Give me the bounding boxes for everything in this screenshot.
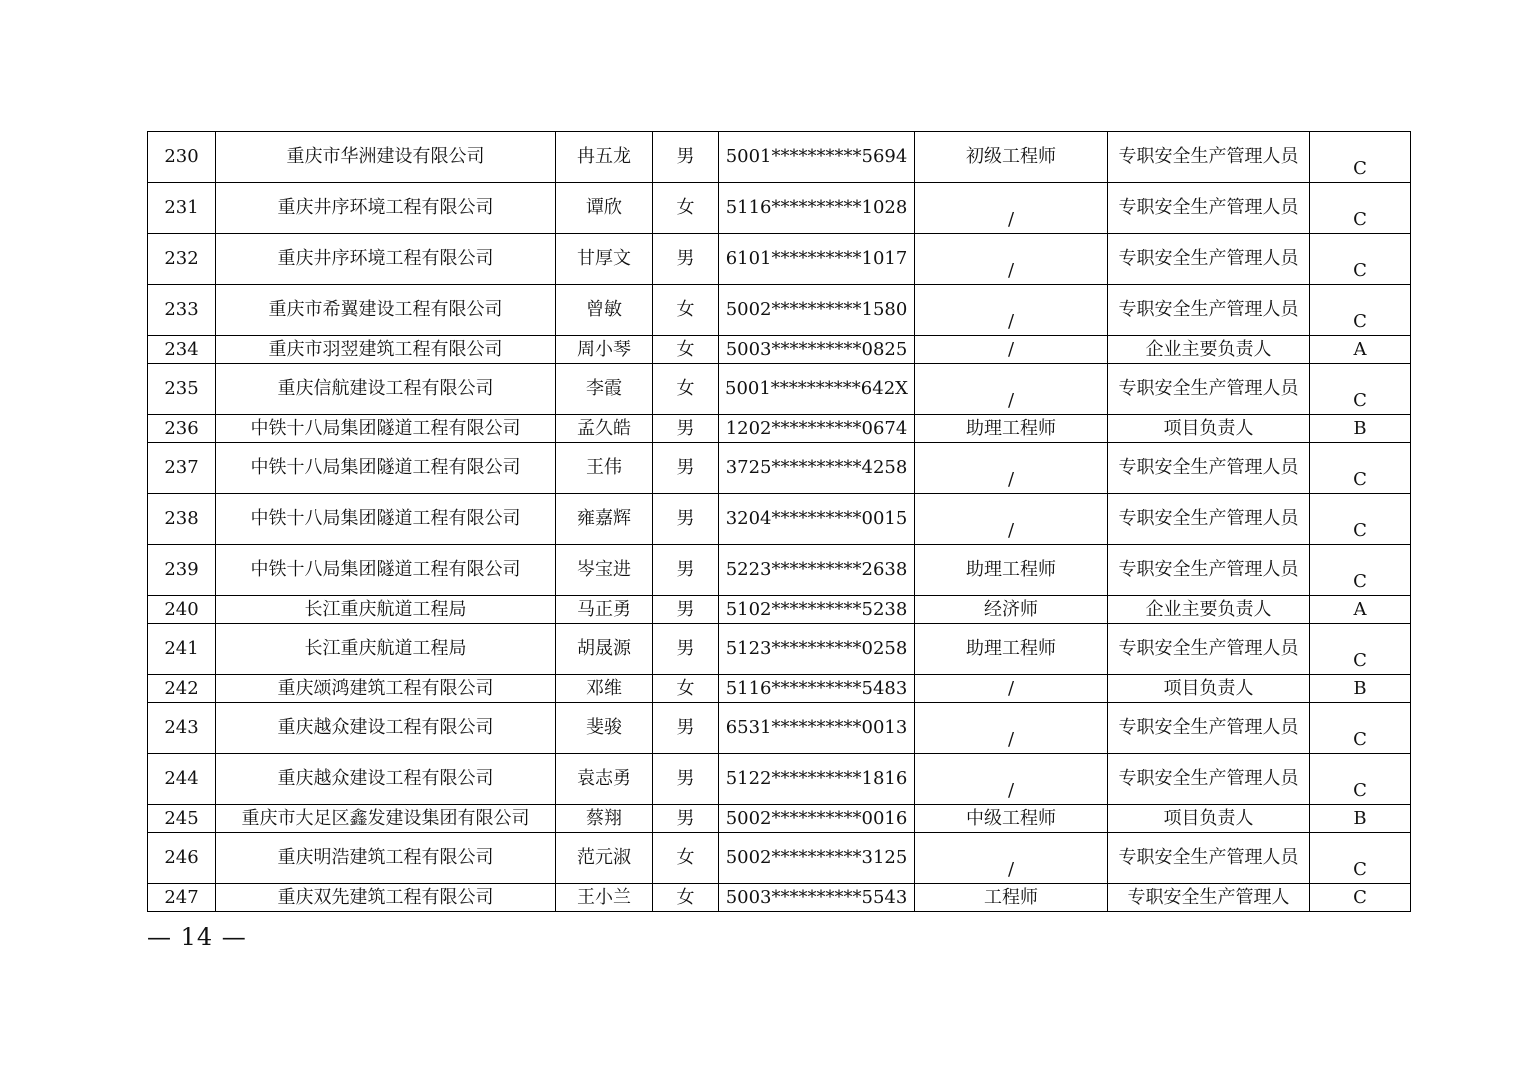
table-row (148, 703, 1411, 754)
table-row (148, 494, 1411, 545)
grade-cell: C (1310, 624, 1411, 675)
id-number-cell: 5223**********2638 (719, 545, 915, 596)
role-cell: 专职安全生产管理人员 (1108, 234, 1310, 285)
role-cell: 项目负责人 (1108, 805, 1310, 833)
gender-cell: 女 (653, 183, 719, 234)
company-cell: 重庆井序环境工程有限公司 (216, 234, 556, 285)
row-number-cell: 240 (148, 596, 216, 624)
id-number-cell: 5123**********0258 (719, 624, 915, 675)
role-cell: 专职安全生产管理人员 (1108, 833, 1310, 884)
gender-cell: 男 (653, 132, 719, 183)
gender-cell: 女 (653, 833, 719, 884)
grade-cell: C (1310, 285, 1411, 336)
grade-cell: C (1310, 754, 1411, 805)
role-cell: 专职安全生产管理人员 (1108, 624, 1310, 675)
person-name-cell: 李霞 (556, 364, 653, 415)
table-row (148, 833, 1411, 884)
person-name-cell: 岑宝进 (556, 545, 653, 596)
id-number-cell: 1202**********0674 (719, 415, 915, 443)
company-cell: 重庆市华洲建设有限公司 (216, 132, 556, 183)
id-number-cell: 5122**********1816 (719, 754, 915, 805)
grade-cell: B (1310, 805, 1411, 833)
id-number-cell: 5002**********3125 (719, 833, 915, 884)
person-name-cell: 谭欣 (556, 183, 653, 234)
company-cell: 重庆越众建设工程有限公司 (216, 703, 556, 754)
gender-cell: 男 (653, 754, 719, 805)
table-row (148, 596, 1411, 624)
table-row (148, 884, 1411, 912)
person-name-cell: 袁志勇 (556, 754, 653, 805)
person-name-cell: 马正勇 (556, 596, 653, 624)
row-number-cell: 235 (148, 364, 216, 415)
gender-cell: 男 (653, 443, 719, 494)
company-cell: 重庆颂鸿建筑工程有限公司 (216, 675, 556, 703)
table-row (148, 364, 1411, 415)
person-name-cell: 冉五龙 (556, 132, 653, 183)
table-row (148, 545, 1411, 596)
row-number-cell: 231 (148, 183, 216, 234)
job-title-cell: 中级工程师 (915, 805, 1108, 833)
grade-cell: C (1310, 443, 1411, 494)
person-name-cell: 斐骏 (556, 703, 653, 754)
company-cell: 长江重庆航道工程局 (216, 596, 556, 624)
role-cell: 专职安全生产管理人员 (1108, 183, 1310, 234)
gender-cell: 女 (653, 884, 719, 912)
role-cell: 专职安全生产管理人员 (1108, 443, 1310, 494)
role-cell: 专职安全生产管理人员 (1108, 545, 1310, 596)
table-row (148, 415, 1411, 443)
company-cell: 重庆明浩建筑工程有限公司 (216, 833, 556, 884)
grade-cell: C (1310, 703, 1411, 754)
job-title-cell: / (915, 364, 1108, 415)
row-number-cell: 233 (148, 285, 216, 336)
job-title-cell: / (915, 183, 1108, 234)
role-cell: 专职安全生产管理人员 (1108, 754, 1310, 805)
page-number: — 14 — (147, 923, 247, 951)
company-cell: 重庆越众建设工程有限公司 (216, 754, 556, 805)
person-name-cell: 胡晟源 (556, 624, 653, 675)
company-cell: 重庆市大足区鑫发建设集团有限公司 (216, 805, 556, 833)
gender-cell: 女 (653, 336, 719, 364)
grade-cell: C (1310, 183, 1411, 234)
row-number-cell: 244 (148, 754, 216, 805)
grade-cell: C (1310, 545, 1411, 596)
table-row (148, 183, 1411, 234)
gender-cell: 男 (653, 234, 719, 285)
company-cell: 重庆双先建筑工程有限公司 (216, 884, 556, 912)
row-number-cell: 241 (148, 624, 216, 675)
gender-cell: 男 (653, 596, 719, 624)
id-number-cell: 5102**********5238 (719, 596, 915, 624)
row-number-cell: 237 (148, 443, 216, 494)
job-title-cell: / (915, 494, 1108, 545)
company-cell: 长江重庆航道工程局 (216, 624, 556, 675)
job-title-cell: / (915, 675, 1108, 703)
job-title-cell: 助理工程师 (915, 545, 1108, 596)
table-row (148, 805, 1411, 833)
company-cell: 中铁十八局集团隧道工程有限公司 (216, 545, 556, 596)
grade-cell: C (1310, 833, 1411, 884)
id-number-cell: 5003**********0825 (719, 336, 915, 364)
role-cell: 专职安全生产管理人员 (1108, 494, 1310, 545)
row-number-cell: 238 (148, 494, 216, 545)
row-number-cell: 236 (148, 415, 216, 443)
gender-cell: 男 (653, 624, 719, 675)
personnel-table (147, 131, 1411, 912)
table-row (148, 234, 1411, 285)
job-title-cell: 经济师 (915, 596, 1108, 624)
id-number-cell: 5001**********5694 (719, 132, 915, 183)
id-number-cell: 5003**********5543 (719, 884, 915, 912)
id-number-cell: 6531**********0013 (719, 703, 915, 754)
id-number-cell: 3204**********0015 (719, 494, 915, 545)
row-number-cell: 239 (148, 545, 216, 596)
gender-cell: 女 (653, 675, 719, 703)
role-cell: 企业主要负责人 (1108, 596, 1310, 624)
job-title-cell: / (915, 234, 1108, 285)
table-row (148, 443, 1411, 494)
row-number-cell: 247 (148, 884, 216, 912)
role-cell: 专职安全生产管理人员 (1108, 703, 1310, 754)
role-cell: 企业主要负责人 (1108, 336, 1310, 364)
company-cell: 中铁十八局集团隧道工程有限公司 (216, 443, 556, 494)
row-number-cell: 246 (148, 833, 216, 884)
company-cell: 重庆市羽翌建筑工程有限公司 (216, 336, 556, 364)
company-cell: 中铁十八局集团隧道工程有限公司 (216, 415, 556, 443)
id-number-cell: 5001**********642X (719, 364, 915, 415)
role-cell: 专职安全生产管理人员 (1108, 285, 1310, 336)
role-cell: 项目负责人 (1108, 415, 1310, 443)
person-name-cell: 邓维 (556, 675, 653, 703)
grade-cell: A (1310, 596, 1411, 624)
id-number-cell: 5116**********1028 (719, 183, 915, 234)
table-row (148, 624, 1411, 675)
job-title-cell: / (915, 336, 1108, 364)
person-name-cell: 曾敏 (556, 285, 653, 336)
person-name-cell: 蔡翔 (556, 805, 653, 833)
grade-cell: A (1310, 336, 1411, 364)
role-cell: 专职安全生产管理人员 (1108, 132, 1310, 183)
gender-cell: 女 (653, 364, 719, 415)
job-title-cell: / (915, 285, 1108, 336)
grade-cell: B (1310, 675, 1411, 703)
grade-cell: B (1310, 415, 1411, 443)
company-cell: 重庆井序环境工程有限公司 (216, 183, 556, 234)
job-title-cell: / (915, 833, 1108, 884)
gender-cell: 男 (653, 494, 719, 545)
gender-cell: 男 (653, 805, 719, 833)
company-cell: 重庆信航建设工程有限公司 (216, 364, 556, 415)
job-title-cell: 工程师 (915, 884, 1108, 912)
job-title-cell: / (915, 703, 1108, 754)
table-row (148, 675, 1411, 703)
row-number-cell: 232 (148, 234, 216, 285)
grade-cell: C (1310, 234, 1411, 285)
job-title-cell: / (915, 754, 1108, 805)
person-name-cell: 甘厚文 (556, 234, 653, 285)
grade-cell: C (1310, 132, 1411, 183)
grade-cell: C (1310, 364, 1411, 415)
id-number-cell: 5116**********5483 (719, 675, 915, 703)
person-name-cell: 王伟 (556, 443, 653, 494)
company-cell: 中铁十八局集团隧道工程有限公司 (216, 494, 556, 545)
row-number-cell: 230 (148, 132, 216, 183)
role-cell: 专职安全生产管理人 (1108, 884, 1310, 912)
personnel-table-body (148, 132, 1411, 912)
grade-cell: C (1310, 884, 1411, 912)
row-number-cell: 242 (148, 675, 216, 703)
person-name-cell: 雍嘉辉 (556, 494, 653, 545)
company-cell: 重庆市希翼建设工程有限公司 (216, 285, 556, 336)
row-number-cell: 243 (148, 703, 216, 754)
id-number-cell: 3725**********4258 (719, 443, 915, 494)
id-number-cell: 5002**********1580 (719, 285, 915, 336)
role-cell: 项目负责人 (1108, 675, 1310, 703)
person-name-cell: 周小琴 (556, 336, 653, 364)
gender-cell: 男 (653, 415, 719, 443)
job-title-cell: / (915, 443, 1108, 494)
gender-cell: 男 (653, 545, 719, 596)
job-title-cell: 助理工程师 (915, 624, 1108, 675)
role-cell: 专职安全生产管理人员 (1108, 364, 1310, 415)
id-number-cell: 5002**********0016 (719, 805, 915, 833)
gender-cell: 男 (653, 703, 719, 754)
grade-cell: C (1310, 494, 1411, 545)
job-title-cell: 初级工程师 (915, 132, 1108, 183)
person-name-cell: 范元淑 (556, 833, 653, 884)
table-row (148, 336, 1411, 364)
row-number-cell: 234 (148, 336, 216, 364)
table-row (148, 754, 1411, 805)
table-row (148, 285, 1411, 336)
job-title-cell: 助理工程师 (915, 415, 1108, 443)
id-number-cell: 6101**********1017 (719, 234, 915, 285)
row-number-cell: 245 (148, 805, 216, 833)
person-name-cell: 孟久皓 (556, 415, 653, 443)
table-row (148, 132, 1411, 183)
gender-cell: 女 (653, 285, 719, 336)
person-name-cell: 王小兰 (556, 884, 653, 912)
